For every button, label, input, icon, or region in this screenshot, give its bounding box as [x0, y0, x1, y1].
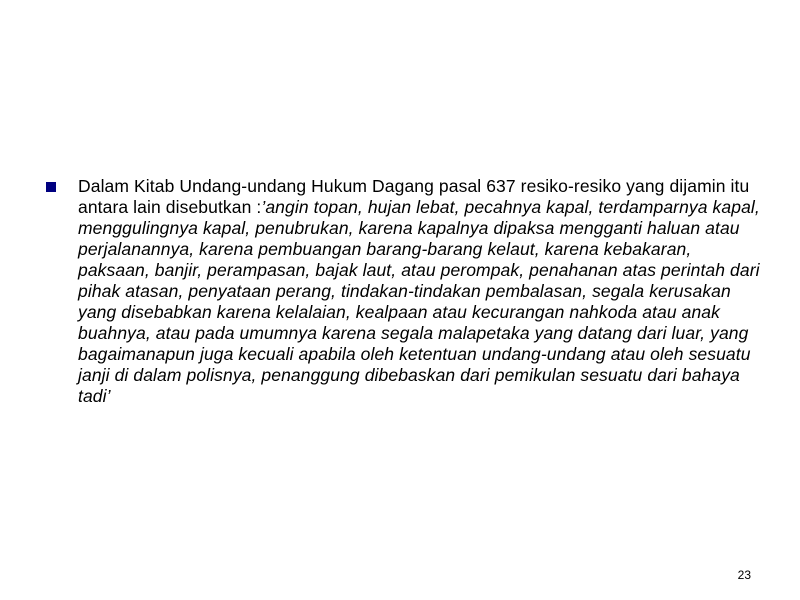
bullet-item [46, 176, 760, 407]
bullet-intro-text: Dalam Kitab Undang-undang Hukum Dagang pasal 637 resiko-resiko yang dijamin itu antara lain disebutkan : [78, 176, 750, 217]
bullet-text [78, 176, 760, 407]
square-bullet-icon [46, 182, 56, 192]
bullet-quote-text: ’angin topan, hujan lebat, pecahnya kapal, terdamparnya kapal, menggulingnya kapal, penubrukan, karena kapalnya dipaksa mengganti haluan atau perjalanannya, karena pembuangan barang-barang kelaut, karena kebakaran, paksaan, banjir, perampasan, bajak laut, atau perompak, penahanan atas perintah dari pihak atasan, penyataan perang, tindakan-tindakan pembalasan, segala kerusakan yang disebabkan karena kelalaian, kealpaan atau kecurangan nahkoda atau anak buahnya, atau pada umumnya karena segala malapetaka yang datang dari luar, yang bagaimanapun juga kecuali apabila oleh ketentuan undang-undang atau oleh sesuatu janji di dalam polisnya, penanggung dibebaskan dari pemikulan sesuatu dari bahaya tadi’ [78, 197, 760, 406]
page-number: 23 [737, 568, 751, 582]
